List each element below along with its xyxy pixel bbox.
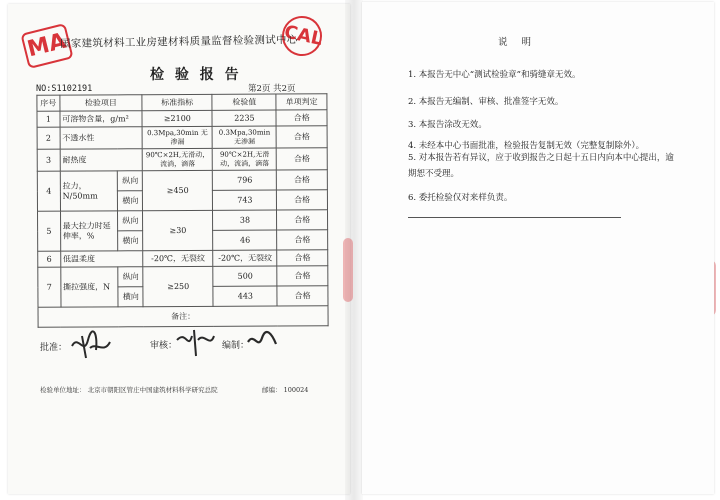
cell-no: 7: [38, 267, 61, 307]
cell-judgement: 合格: [277, 210, 328, 230]
cell-judgement: 合格: [277, 230, 328, 250]
cell-direction: 横向: [118, 287, 143, 307]
cell-value: 46: [213, 230, 277, 250]
cell-value: 38: [213, 210, 277, 230]
report-title: 检 验 报 告: [150, 67, 242, 83]
cell-item: 拉力，N/50mm: [60, 171, 118, 211]
table-row: [37, 148, 327, 172]
table-row: [37, 110, 327, 128]
cell-standard: ≥2100: [142, 110, 212, 126]
cell-judgement: 合格: [277, 190, 328, 210]
cell-judgement: 合格: [277, 148, 328, 170]
cell-standard: ≥250: [143, 266, 213, 306]
instruction-item: 1. 本报告无中心“测试检验章”和骑缝章无效。: [408, 70, 581, 80]
instruction-item: 6. 委托检验仅对来样负责。: [408, 193, 513, 203]
organization-name: 国家建筑材料工业房建材料质量监督检验测试中心: [59, 33, 298, 51]
cell-judgement: 合格: [276, 126, 327, 148]
cell-no: 1: [37, 111, 60, 127]
instructions-divider: [408, 217, 621, 218]
cell-value: 443: [213, 286, 277, 306]
table-row: [38, 266, 328, 288]
cell-item: 不透水性: [60, 127, 143, 149]
table-row: [38, 250, 328, 268]
cell-value: 90℃×2H,无滑动，流淌，滴落: [213, 148, 277, 170]
table-header-row: [37, 94, 327, 112]
footer-postal-code: 邮编： 100024: [262, 386, 309, 394]
cell-judgement: 合格: [276, 110, 327, 126]
ma-certification-stamp: MA: [20, 23, 73, 69]
cell-value: 796: [213, 170, 277, 190]
cell-standard: 0.3Mpa,30min 无渗漏: [142, 126, 212, 148]
table-row: [38, 210, 328, 232]
review-signature: [174, 326, 216, 360]
cell-item: 最大拉力时延伸率，%: [60, 211, 118, 251]
cell-item: 可溶物含量，g/m²: [60, 111, 143, 127]
prepare-label: 编制：: [222, 341, 250, 351]
cell-direction: 横向: [118, 231, 143, 251]
notes-label: 备注：: [38, 306, 328, 328]
header-value: 检验值: [212, 94, 276, 110]
cell-judgement: 合格: [277, 170, 328, 190]
header-judgement: 单项判定: [276, 94, 327, 110]
cell-judgement: 合格: [277, 250, 328, 266]
cell-item: 低温柔度: [60, 251, 143, 267]
report-number: NO:S1102191: [36, 84, 93, 94]
cell-value: -20℃，无裂纹: [213, 250, 277, 266]
cell-no: 6: [38, 251, 61, 267]
cell-direction: 横向: [118, 191, 143, 211]
cell-no: 5: [38, 211, 61, 251]
cell-standard: ≥450: [143, 170, 213, 210]
review-label: 审核：: [150, 341, 178, 351]
cell-value: 743: [213, 190, 277, 210]
notes-row: [38, 306, 328, 328]
cell-value: 0.3Mpa,30min 无渗漏: [212, 126, 276, 148]
cell-item: 撕拉强度，N: [60, 267, 118, 307]
table-row: [37, 126, 327, 150]
prepare-signature: [246, 330, 278, 352]
cell-no: 2: [37, 127, 60, 149]
cell-direction: 纵向: [118, 211, 143, 231]
cell-standard: 90℃×2H,无滑动，流淌，滴落: [142, 148, 212, 170]
approve-signature: [68, 328, 114, 362]
instruction-item: 5. 对本报告若有异议，应于收到报告之日起十五日内向本中心提出，逾: [408, 153, 674, 163]
header-no: 序号: [37, 95, 60, 111]
footer-address: 检验单位地址： 北京市朝阳区管庄中国建筑材料科学研究总院: [40, 386, 218, 394]
cell-direction: 纵向: [118, 171, 143, 191]
header-standard: 标准指标: [142, 94, 212, 110]
seam-stamp-left: [343, 238, 353, 302]
instructions-title: 说明: [498, 37, 546, 48]
instruction-item: 4. 未经本中心书面批准，检验报告复制无效（完整复制除外）。: [408, 141, 645, 151]
instruction-item: 期恕不受理。: [408, 169, 460, 179]
cell-standard: -20℃，无裂纹: [143, 250, 213, 266]
cell-no: 4: [37, 171, 60, 211]
inspection-table: [36, 93, 328, 328]
header-item: 检验项目: [60, 95, 143, 111]
instruction-item: 2. 本报告无编制、审核、批准签字无效。: [408, 97, 564, 107]
cell-value: 500: [213, 266, 277, 286]
cal-certification-stamp: CAL: [278, 12, 325, 59]
cell-standard: ≥30: [143, 210, 213, 250]
approve-label: 批准：: [40, 343, 68, 353]
cell-no: 3: [37, 149, 60, 171]
cell-direction: 纵向: [118, 267, 143, 287]
table-row: [37, 170, 327, 192]
cell-item: 耐热度: [60, 149, 143, 171]
page-indicator: 第2页 共2页: [248, 84, 296, 94]
instruction-item: 3. 本报告涂改无效。: [408, 120, 487, 130]
cell-value: 2235: [212, 110, 276, 126]
cell-judgement: 合格: [277, 266, 328, 286]
cell-judgement: 合格: [277, 286, 328, 306]
